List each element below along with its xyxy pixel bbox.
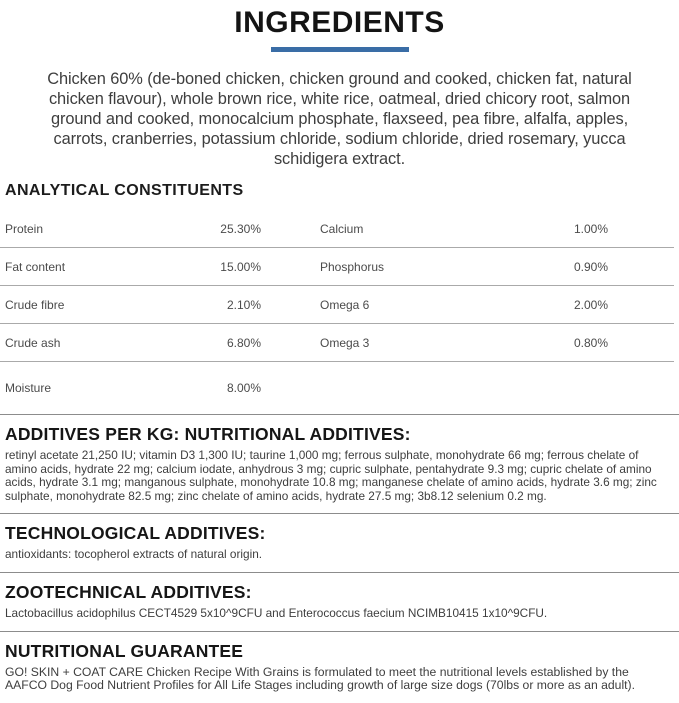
section-heading: TECHNOLOGICAL ADDITIVES: xyxy=(5,523,266,544)
constituent-value: 2.00% xyxy=(573,297,608,312)
constituent-label: Protein xyxy=(5,221,44,236)
accent-bar xyxy=(271,47,409,52)
constituent-value: 0.80% xyxy=(573,335,608,350)
constituent-label: Phosphorus xyxy=(320,259,385,274)
section-body: antioxidants: tocopherol extracts of natural origin. xyxy=(5,547,263,562)
section-heading: ADDITIVES PER KG: NUTRITIONAL ADDITIVES: xyxy=(5,424,411,444)
constituent-value: 1.00% xyxy=(573,221,608,236)
section-body: retinyl acetate 21,250 IU; vitamin D3 1,300 IU; taurine 1,000 mg; ferrous sulphate, monohydrate 66 mg; ferrous chelate of amino acids, hydrate 22 mg; calcium iodate, anhydrous 3 mg; cupric sulphate, pentahydrate 9.3 mg; cupric chelate of amino acids, hydrate 3.1 mg; manganous sulphate, monohydrate 10.8 mg; manganese chelate of amino acids, hydrate 3.6 mg; zinc sulphate, monohydrate 82.5 mg; zinc chelate of amino acids, hydrate 27.5 mg; 3b8.12 selenium 0.2 mg. xyxy=(5,448,657,503)
analytical-constituents-table xyxy=(0,210,674,414)
section-zootechnical-additives xyxy=(0,572,679,631)
analytical-constituents-heading: ANALYTICAL CONSTITUENTS xyxy=(5,182,244,199)
table-row xyxy=(0,210,674,248)
constituent-value: 8.00% xyxy=(226,381,261,395)
constituent-value: 25.30% xyxy=(220,221,261,236)
page-title: INGREDIENTS xyxy=(234,6,445,39)
table-row xyxy=(0,248,674,286)
constituent-label: Moisture xyxy=(5,381,52,395)
section-nutritional-additives xyxy=(0,414,679,513)
ingredients-text: Chicken 60% (de-boned chicken, chicken ground and cooked, chicken fat, natural chicken flavour), whole brown rice, white rice, oatmeal, dried chicory root, salmon ground and cooked, monocalcium phosphate, flaxseed, pea fibre, alfalfa, apples, carrots, cranberries, potassium chloride, sodium chloride, dried rosemary, yucca schidigera extract. xyxy=(47,70,632,168)
section-body: GO! SKIN + COAT CARE Chicken Recipe With Grains is formulated to meet the nutritional levels established by the AAFCO Dog Food Nutrient Profiles for All Life Stages including growth of large size dogs (70lbs or more as an adult). xyxy=(5,664,635,693)
ingredients-label-page xyxy=(0,6,679,693)
table-row xyxy=(0,286,674,324)
constituent-label: Crude ash xyxy=(5,335,61,350)
constituent-value: 0.90% xyxy=(573,259,608,274)
table-row xyxy=(0,324,674,362)
section-technological-additives xyxy=(0,513,679,572)
constituent-value: 6.80% xyxy=(226,335,261,350)
section-body: Lactobacillus acidophilus CECT4529 5x10^9CFU and Enterococcus faecium NCIMB10415 1x10^9CFU. xyxy=(5,605,548,620)
section-nutritional-guarantee xyxy=(0,631,679,703)
constituent-value: 2.10% xyxy=(226,297,261,312)
table-row xyxy=(0,362,674,414)
constituent-label: Crude fibre xyxy=(5,297,65,312)
section-heading: ZOOTECHNICAL ADDITIVES: xyxy=(5,581,252,602)
constituent-label: Omega 6 xyxy=(320,297,370,312)
constituent-value: 15.00% xyxy=(220,259,261,274)
section-heading: NUTRITIONAL GUARANTEE xyxy=(5,640,244,661)
constituent-label: Omega 3 xyxy=(320,335,370,350)
constituent-label: Calcium xyxy=(320,221,364,236)
constituent-label: Fat content xyxy=(5,259,66,274)
